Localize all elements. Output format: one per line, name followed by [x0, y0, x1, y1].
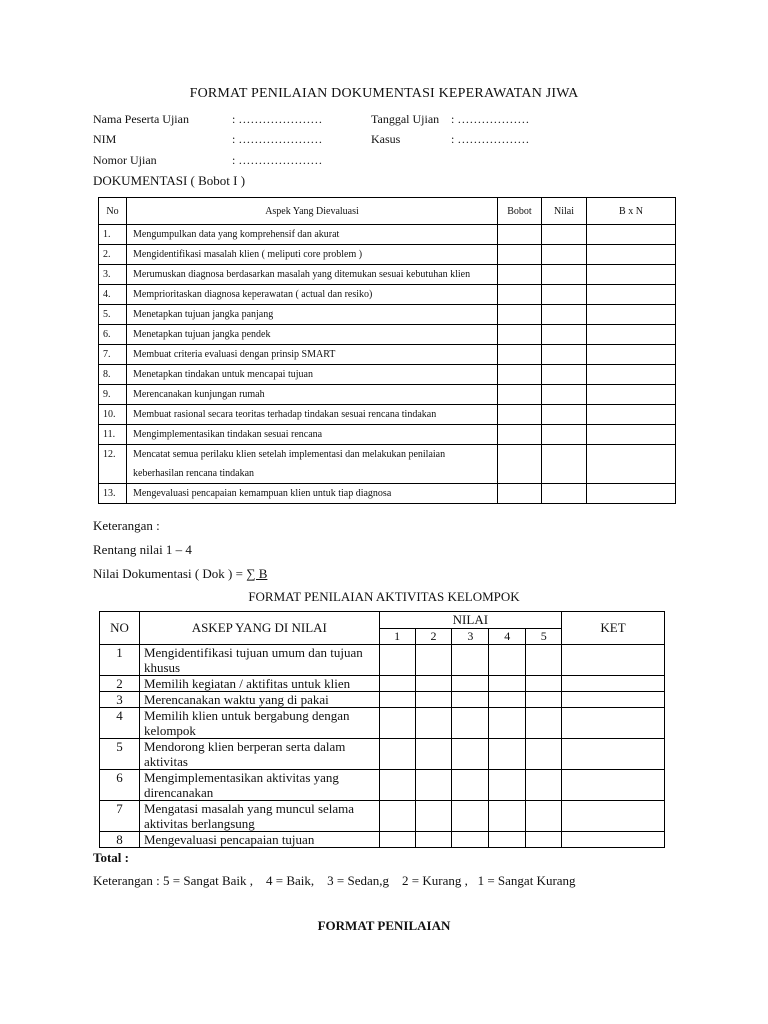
bxn-cell[interactable]: [587, 305, 676, 325]
score-cell[interactable]: [415, 770, 452, 801]
table-row: [99, 365, 676, 385]
header-bxn: B x N: [587, 198, 676, 225]
bxn-cell[interactable]: [587, 484, 676, 504]
score-cell[interactable]: [452, 832, 489, 848]
header-ket: KET: [562, 612, 665, 645]
nama-label: Nama Peserta Ujian: [93, 112, 189, 126]
nilai-cell[interactable]: [542, 484, 587, 504]
ket-cell[interactable]: [562, 801, 665, 832]
row-no: 2.: [99, 245, 127, 265]
table-row: [99, 265, 676, 285]
header-bobot: Bobot: [498, 198, 542, 225]
table-row: [100, 770, 665, 801]
row-no: 6: [100, 770, 140, 801]
score-cell[interactable]: [415, 708, 452, 739]
row-aspek: Menetapkan tujuan jangka pendek: [127, 325, 498, 345]
bxn-cell[interactable]: [587, 345, 676, 365]
score-cell[interactable]: [415, 832, 452, 848]
table-row: [99, 385, 676, 405]
nomor-label: Nomor Ujian: [93, 153, 157, 167]
score-cell[interactable]: [526, 708, 562, 739]
row-no: 8: [100, 832, 140, 848]
score-3: 3: [452, 628, 489, 645]
ket-cell[interactable]: [562, 770, 665, 801]
nilai-cell[interactable]: [542, 405, 587, 425]
header-no: No: [99, 198, 127, 225]
score-cell[interactable]: [415, 645, 452, 676]
score-cell[interactable]: [489, 739, 526, 770]
sum-b: ∑ B: [246, 566, 268, 581]
score-1: 1: [379, 628, 415, 645]
nilai-cell[interactable]: [542, 225, 587, 245]
nilai-cell[interactable]: [542, 345, 587, 365]
keterangan-label: Keterangan :: [93, 518, 160, 533]
dokumentasi-table: [98, 197, 676, 504]
score-cell[interactable]: [379, 692, 415, 708]
row-askep: Memilih klien untuk bergabung dengan kelompok: [139, 708, 379, 739]
nilai-dokumentasi: [93, 566, 267, 582]
row-askep: Mengidentifikasi tujuan umum dan tujuan khusus: [139, 645, 379, 676]
row-askep: Mengevaluasi pencapaian tujuan: [139, 832, 379, 848]
score-2: 2: [415, 628, 452, 645]
table-row: [100, 645, 665, 676]
aktivitas-table: [99, 611, 665, 848]
row-aspek: Membuat rasional secara teoritas terhadap tindakan sesuai rencana tindakan: [127, 405, 498, 425]
nilai-cell[interactable]: [542, 425, 587, 445]
rentang-nilai: Rentang nilai 1 – 4: [93, 542, 192, 557]
bobot-cell[interactable]: [498, 425, 542, 445]
row-no: 1.: [99, 225, 127, 245]
section-dokumentasi: DOKUMENTASI ( Bobot I ): [93, 173, 246, 188]
bobot-cell[interactable]: [498, 265, 542, 285]
section-aktivitas-title: FORMAT PENILAIAN AKTIVITAS KELOMPOK: [248, 589, 520, 604]
bxn-cell[interactable]: [587, 425, 676, 445]
ket-cell[interactable]: [562, 676, 665, 692]
score-cell[interactable]: [379, 801, 415, 832]
ket-cell[interactable]: [562, 645, 665, 676]
bxn-cell[interactable]: [587, 445, 676, 484]
row-aspek: Merencanakan kunjungan rumah: [127, 385, 498, 405]
nilai-cell[interactable]: [542, 265, 587, 285]
score-cell[interactable]: [489, 645, 526, 676]
score-cell[interactable]: [379, 708, 415, 739]
row-no: 1: [100, 645, 140, 676]
table-row: [99, 425, 676, 445]
row-askep: Mengatasi masalah yang muncul selama aktivitas berlangsung: [139, 801, 379, 832]
nilai-cell[interactable]: [542, 305, 587, 325]
bobot-cell[interactable]: [498, 305, 542, 325]
score-cell[interactable]: [526, 692, 562, 708]
table-row: [99, 285, 676, 305]
row-no: 12.: [99, 445, 127, 484]
score-cell[interactable]: [489, 708, 526, 739]
bxn-cell[interactable]: [587, 265, 676, 285]
bxn-cell[interactable]: [587, 365, 676, 385]
score-cell[interactable]: [526, 739, 562, 770]
score-cell[interactable]: [379, 739, 415, 770]
score-cell[interactable]: [452, 676, 489, 692]
bxn-cell[interactable]: [587, 245, 676, 265]
table-header-row: [100, 612, 665, 629]
score-cell[interactable]: [489, 676, 526, 692]
tanggal-label: Tanggal Ujian: [371, 112, 440, 126]
row-aspek: Menetapkan tindakan untuk mencapai tujuan: [127, 365, 498, 385]
table-row: [100, 801, 665, 832]
row-no: 10.: [99, 405, 127, 425]
kasus-label: Kasus: [371, 132, 401, 146]
score-cell[interactable]: [489, 801, 526, 832]
row-no: 13.: [99, 484, 127, 504]
nim-label: NIM: [93, 132, 117, 146]
score-cell[interactable]: [379, 832, 415, 848]
table-row: [100, 739, 665, 770]
score-cell[interactable]: [379, 676, 415, 692]
bobot-cell[interactable]: [498, 225, 542, 245]
score-cell[interactable]: [415, 692, 452, 708]
bobot-cell[interactable]: [498, 385, 542, 405]
score-cell[interactable]: [526, 801, 562, 832]
table-header-row: [99, 198, 676, 225]
nim-value: : …………………: [232, 132, 323, 146]
bxn-cell[interactable]: [587, 385, 676, 405]
bxn-cell[interactable]: [587, 325, 676, 345]
score-5: 5: [526, 628, 562, 645]
row-aspek: Merumuskan diagnosa berdasarkan masalah yang ditemukan sesuai kebutuhan klien: [127, 265, 498, 285]
ket-cell[interactable]: [562, 739, 665, 770]
header-nilai: Nilai: [542, 198, 587, 225]
row-no: 7.: [99, 345, 127, 365]
score-cell[interactable]: [452, 692, 489, 708]
row-no: 5.: [99, 305, 127, 325]
bxn-cell[interactable]: [587, 405, 676, 425]
table-row: [99, 405, 676, 425]
table-row: [99, 445, 676, 484]
row-askep: Merencanakan waktu yang di pakai: [139, 692, 379, 708]
score-cell[interactable]: [452, 739, 489, 770]
score-cell[interactable]: [489, 770, 526, 801]
row-askep: Memilih kegiatan / aktifitas untuk klien: [139, 676, 379, 692]
table-row: [99, 305, 676, 325]
header-askep: ASKEP YANG DI NILAI: [139, 612, 379, 645]
row-aspek: Mencatat semua perilaku klien setelah implementasi dan melakukan penilaian keberhasilan rencana tindakan: [127, 445, 498, 484]
row-no: 2: [100, 676, 140, 692]
nilai-cell[interactable]: [542, 325, 587, 345]
keterangan-skala: Keterangan : 5 = Sangat Baik , 4 = Baik, 3 = Sedan,g 2 = Kurang , 1 = Sangat Kurang: [93, 873, 576, 888]
table-row: [100, 676, 665, 692]
format-penilaian-heading: FORMAT PENILAIAN: [317, 918, 451, 933]
document-title: FORMAT PENILAIAN DOKUMENTASI KEPERAWATAN JIWA: [189, 86, 579, 101]
score-cell[interactable]: [415, 801, 452, 832]
row-no: 11.: [99, 425, 127, 445]
bobot-cell[interactable]: [498, 445, 542, 484]
score-cell[interactable]: [526, 676, 562, 692]
row-aspek: Memprioritaskan diagnosa keperawatan ( actual dan resiko): [127, 285, 498, 305]
bobot-cell[interactable]: [498, 285, 542, 305]
table-row: [99, 325, 676, 345]
row-no: 8.: [99, 365, 127, 385]
nilai-cell[interactable]: [542, 365, 587, 385]
score-cell[interactable]: [489, 692, 526, 708]
table-row: [99, 484, 676, 504]
bobot-cell[interactable]: [498, 345, 542, 365]
table-row: [99, 245, 676, 265]
row-aspek: Mengidentifikasi masalah klien ( meliputi core problem ): [127, 245, 498, 265]
nilai-cell[interactable]: [542, 285, 587, 305]
score-cell[interactable]: [379, 645, 415, 676]
table-row: [99, 345, 676, 365]
ket-cell[interactable]: [562, 708, 665, 739]
bobot-cell[interactable]: [498, 405, 542, 425]
row-aspek: Mengumpulkan data yang komprehensif dan akurat: [127, 225, 498, 245]
row-askep: Mengimplementasikan aktivitas yang direncanakan: [139, 770, 379, 801]
kasus-value: : ………………: [451, 132, 530, 146]
bobot-cell[interactable]: [498, 325, 542, 345]
ket-cell[interactable]: [562, 692, 665, 708]
row-aspek: Mengevaluasi pencapaian kemampuan klien untuk tiap diagnosa: [127, 484, 498, 504]
header-nilai: NILAI: [379, 612, 562, 629]
nomor-value: : …………………: [232, 153, 323, 167]
nilai-cell[interactable]: [542, 245, 587, 265]
row-askep: Mendorong klien berperan serta dalam aktivitas: [139, 739, 379, 770]
bobot-cell[interactable]: [498, 365, 542, 385]
score-cell[interactable]: [452, 645, 489, 676]
table-row: [99, 225, 676, 245]
row-no: 4.: [99, 285, 127, 305]
row-no: 4: [100, 708, 140, 739]
bxn-cell[interactable]: [587, 225, 676, 245]
score-cell[interactable]: [415, 676, 452, 692]
row-aspek: Membuat criteria evaluasi dengan prinsip SMART: [127, 345, 498, 365]
tanggal-value: : ………………: [451, 112, 530, 126]
table-row: [100, 832, 665, 848]
bobot-cell[interactable]: [498, 245, 542, 265]
bxn-cell[interactable]: [587, 285, 676, 305]
row-no: 6.: [99, 325, 127, 345]
row-no: 7: [100, 801, 140, 832]
score-cell[interactable]: [415, 739, 452, 770]
header-no: NO: [100, 612, 140, 645]
row-aspek: Mengimplementasikan tindakan sesuai rencana: [127, 425, 498, 445]
score-4: 4: [489, 628, 526, 645]
ket-cell[interactable]: [562, 832, 665, 848]
row-no: 3.: [99, 265, 127, 285]
score-cell[interactable]: [452, 801, 489, 832]
table-row: [100, 708, 665, 739]
row-aspek: Menetapkan tujuan jangka panjang: [127, 305, 498, 325]
score-cell[interactable]: [526, 832, 562, 848]
nilai-cell[interactable]: [542, 385, 587, 405]
nama-value: : …………………: [232, 112, 323, 126]
total-label: Total :: [93, 850, 129, 865]
score-cell[interactable]: [526, 645, 562, 676]
row-no: 3: [100, 692, 140, 708]
score-cell[interactable]: [452, 770, 489, 801]
score-cell[interactable]: [452, 708, 489, 739]
score-cell[interactable]: [526, 770, 562, 801]
score-cell[interactable]: [379, 770, 415, 801]
score-cell[interactable]: [489, 832, 526, 848]
table-row: [100, 692, 665, 708]
header-aspek: Aspek Yang Dievaluasi: [127, 198, 498, 225]
row-no: 9.: [99, 385, 127, 405]
bobot-cell[interactable]: [498, 484, 542, 504]
nilai-cell[interactable]: [542, 445, 587, 484]
row-no: 5: [100, 739, 140, 770]
nilai-dok-label: Nilai Dokumentasi ( Dok ) =: [93, 566, 247, 581]
